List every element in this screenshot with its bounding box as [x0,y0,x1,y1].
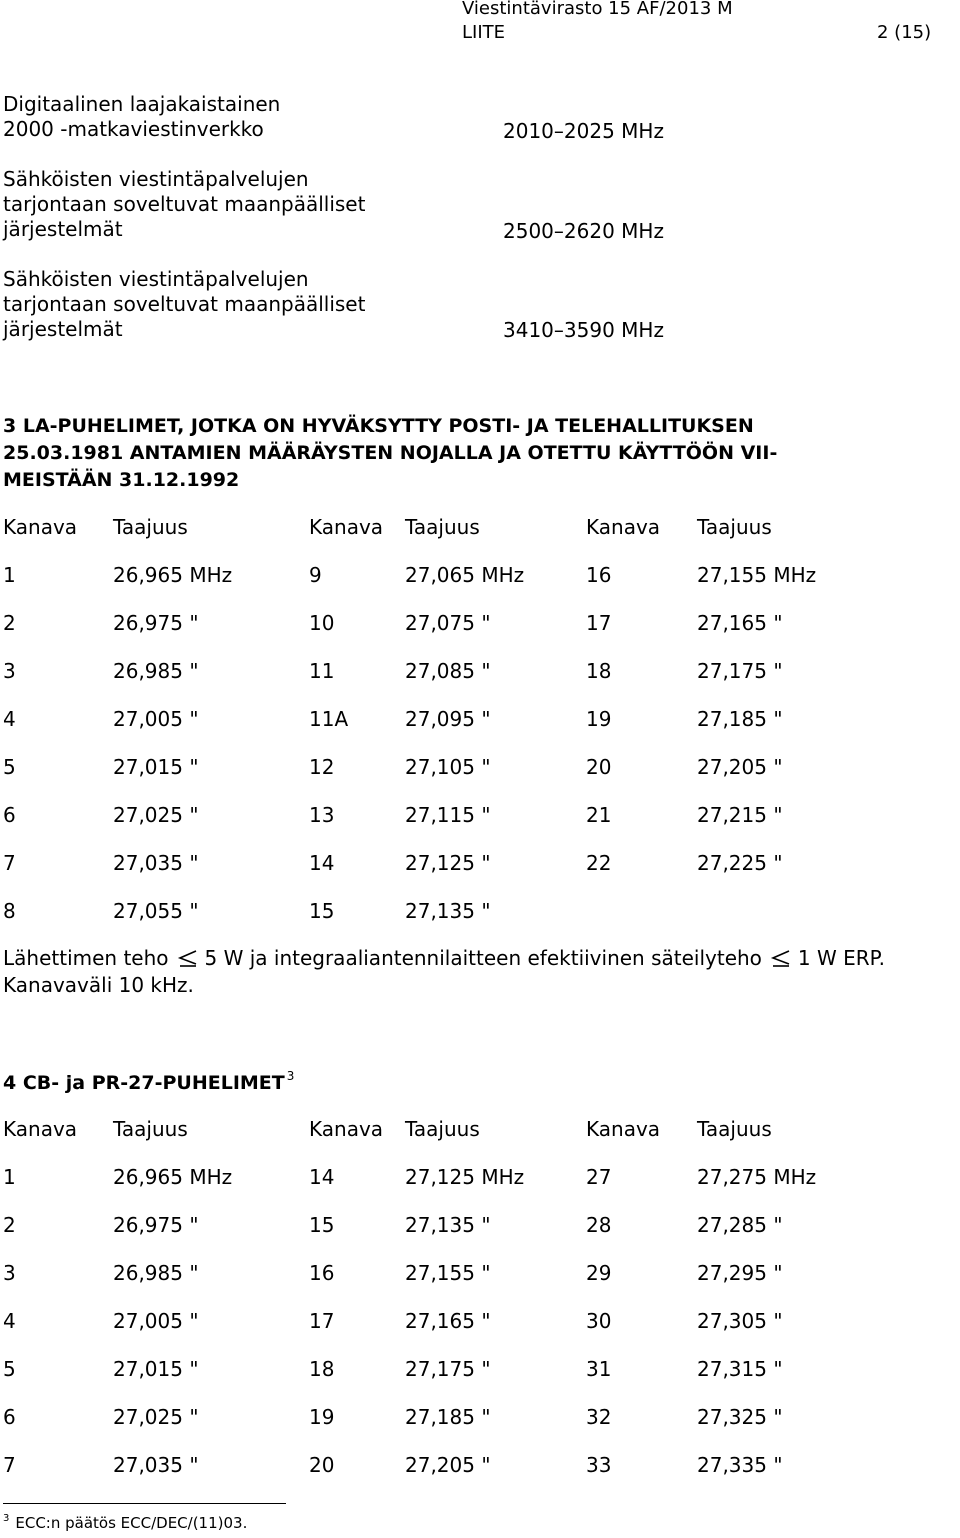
table-cell: 8 [3,899,16,923]
table-cell: 26,985 " [113,659,199,683]
table-cell: 27,155 MHz [697,563,817,587]
table-cell: 27,175 " [405,1357,491,1381]
table-cell: 27,065 MHz [405,563,525,587]
table-cell: 15 [309,1213,335,1237]
header-org-ref: Viestintävirasto 15 AF/2013 M [462,0,733,19]
header-appendix: LIITE [462,22,506,43]
system-name-line: järjestelmät [3,317,123,341]
power-note-text: 1 W ERP. [797,946,885,970]
power-note [3,946,885,971]
table-cell: 27,155 " [405,1261,491,1285]
table-row [3,803,953,827]
table-cell: 27,035 " [113,1453,199,1477]
table-cell: 5 [3,755,16,779]
footnote [3,1513,247,1532]
column-header-channel: Kanava [3,1117,78,1141]
table-cell: 27,025 " [113,1405,199,1429]
system-band-3: 3410–3590 MHz [503,318,664,342]
table-cell: 27,285 " [697,1213,783,1237]
table-cell: 26,975 " [113,611,199,635]
table-cell: 27,165 " [697,611,783,635]
footnote-reference: 3 [286,1069,295,1083]
column-header-channel: Kanava [586,1117,661,1141]
section3-heading-line: 3 LA-PUHELIMET, JOTKA ON HYVÄKSYTTY POSTI- JA TELEHALLITUKSEN [3,415,754,437]
table-cell: 27,125 MHz [405,1165,525,1189]
system-name-1 [3,92,280,142]
table-cell: 1 [3,1165,16,1189]
table-cell: 22 [586,851,612,875]
table-cell: 27,225 " [697,851,783,875]
table-cell: 29 [586,1261,612,1285]
table-row [3,659,953,683]
table-cell: 27,325 " [697,1405,783,1429]
section4-heading [3,1069,294,1094]
footnote-number: 3 [3,1513,10,1524]
system-name-line: Digitaalinen laajakaistainen [3,92,281,116]
header-page-number: 2 (15) [877,22,932,43]
table-cell: 20 [309,1453,335,1477]
table-cell: 15 [309,899,335,923]
table-cell: 3 [3,1261,16,1285]
column-header-frequency: Taajuus [697,515,772,539]
system-name-2 [3,167,365,242]
column-header-channel: Kanava [309,1117,384,1141]
system-band-1: 2010–2025 MHz [503,119,664,143]
table-cell: 33 [586,1453,612,1477]
table-cell: 27,315 " [697,1357,783,1381]
system-band-2: 2500–2620 MHz [503,219,664,243]
table-cell: 7 [3,851,16,875]
table-cell: 27,275 MHz [697,1165,817,1189]
table-cell: 2 [3,611,16,635]
table-row [3,851,953,875]
column-header-frequency: Taajuus [113,1117,188,1141]
table-cell: 10 [309,611,335,635]
table-cell: 30 [586,1309,612,1333]
column-header-frequency: Taajuus [113,515,188,539]
table-row [3,1405,953,1429]
table-cell: 32 [586,1405,612,1429]
table-cell: 4 [3,1309,16,1333]
table-cell: 18 [586,659,612,683]
table-cell: 5 [3,1357,16,1381]
column-header-channel: Kanava [3,515,78,539]
column-header-frequency: Taajuus [405,1117,480,1141]
section3-channel-table [3,515,953,923]
table-cell: 6 [3,803,16,827]
table-row [3,563,953,587]
table-cell: 26,985 " [113,1261,199,1285]
table-cell: 27,055 " [113,899,199,923]
less-than-or-equal-icon [177,949,199,967]
table-cell: 27,005 " [113,707,199,731]
table-cell: 28 [586,1213,612,1237]
table-cell: 2 [3,1213,16,1237]
table-cell: 20 [586,755,612,779]
section3-heading [3,413,777,494]
table-row [3,899,953,923]
table-cell: 27,115 " [405,803,491,827]
table-cell: 27,205 " [697,755,783,779]
table-cell: 17 [586,611,612,635]
table-cell: 12 [309,755,335,779]
power-note-text: Lähettimen teho [3,946,169,970]
system-name-line: 2000 -matkaviestinverkko [3,117,264,141]
table-cell: 27,005 " [113,1309,199,1333]
table-cell: 27,175 " [697,659,783,683]
table-cell: 13 [309,803,335,827]
table-cell: 27,015 " [113,755,199,779]
table-cell: 27,305 " [697,1309,783,1333]
table-cell: 18 [309,1357,335,1381]
section3-heading-line: MEISTÄÄN 31.12.1992 [3,469,240,491]
system-name-line: tarjontaan soveltuvat maanpäälliset [3,192,366,216]
table-cell: 27,015 " [113,1357,199,1381]
less-than-or-equal-icon [770,949,792,967]
table-row [3,611,953,635]
table-cell: 27,215 " [697,803,783,827]
table-row [3,1357,953,1381]
section4-channel-table [3,1117,953,1477]
table-cell: 26,965 MHz [113,1165,233,1189]
table-cell: 27,135 " [405,899,491,923]
system-name-line: tarjontaan soveltuvat maanpäälliset [3,292,366,316]
table-cell: 27,185 " [405,1405,491,1429]
table-row [3,1165,953,1189]
table-cell: 11A [309,707,349,731]
table-header-row [3,515,953,539]
table-row [3,1261,953,1285]
section4-heading-text: 4 CB- ja PR-27-PUHELIMET [3,1072,285,1094]
column-header-channel: Kanava [586,515,661,539]
footnote-divider [3,1503,286,1504]
table-cell: 26,965 MHz [113,563,233,587]
table-cell: 19 [586,707,612,731]
table-cell: 6 [3,1405,16,1429]
system-name-line: Sähköisten viestintäpalvelujen [3,267,309,291]
table-cell: 27,165 " [405,1309,491,1333]
table-cell: 27,085 " [405,659,491,683]
table-cell: 27,105 " [405,755,491,779]
table-header-row [3,1117,953,1141]
table-cell: 31 [586,1357,612,1381]
system-name-3 [3,267,365,342]
table-cell: 1 [3,563,16,587]
table-row [3,1213,953,1237]
table-cell: 19 [309,1405,335,1429]
table-cell: 27,025 " [113,803,199,827]
table-cell: 16 [586,563,612,587]
table-row [3,1453,953,1477]
power-note-text: 5 W ja integraaliantennilaitteen efektiivinen säteilyteho [204,946,762,970]
table-cell: 27 [586,1165,612,1189]
table-cell: 27,185 " [697,707,783,731]
table-cell: 27,335 " [697,1453,783,1477]
system-name-line: Sähköisten viestintäpalvelujen [3,167,309,191]
table-cell: 14 [309,851,335,875]
footnote-text: ECC:n päätös ECC/DEC/(11)03. [15,1514,248,1532]
table-cell: 27,205 " [405,1453,491,1477]
table-cell: 7 [3,1453,16,1477]
table-cell: 17 [309,1309,335,1333]
channel-spacing-note: Kanavaväli 10 kHz. [3,973,194,997]
column-header-frequency: Taajuus [697,1117,772,1141]
table-row [3,755,953,779]
table-cell: 27,075 " [405,611,491,635]
table-cell: 11 [309,659,335,683]
column-header-channel: Kanava [309,515,384,539]
table-cell: 26,975 " [113,1213,199,1237]
table-cell: 16 [309,1261,335,1285]
section3-heading-line: 25.03.1981 ANTAMIEN MÄÄRÄYSTEN NOJALLA JA OTETTU KÄYTTÖÖN VII- [3,442,778,464]
table-cell: 3 [3,659,16,683]
table-cell: 27,095 " [405,707,491,731]
table-row [3,707,953,731]
table-cell: 27,295 " [697,1261,783,1285]
table-row [3,1309,953,1333]
table-cell: 27,035 " [113,851,199,875]
table-cell: 27,135 " [405,1213,491,1237]
table-cell: 27,125 " [405,851,491,875]
table-cell: 14 [309,1165,335,1189]
table-cell: 9 [309,563,322,587]
column-header-frequency: Taajuus [405,515,480,539]
table-cell: 4 [3,707,16,731]
table-cell: 21 [586,803,612,827]
system-name-line: järjestelmät [3,217,123,241]
